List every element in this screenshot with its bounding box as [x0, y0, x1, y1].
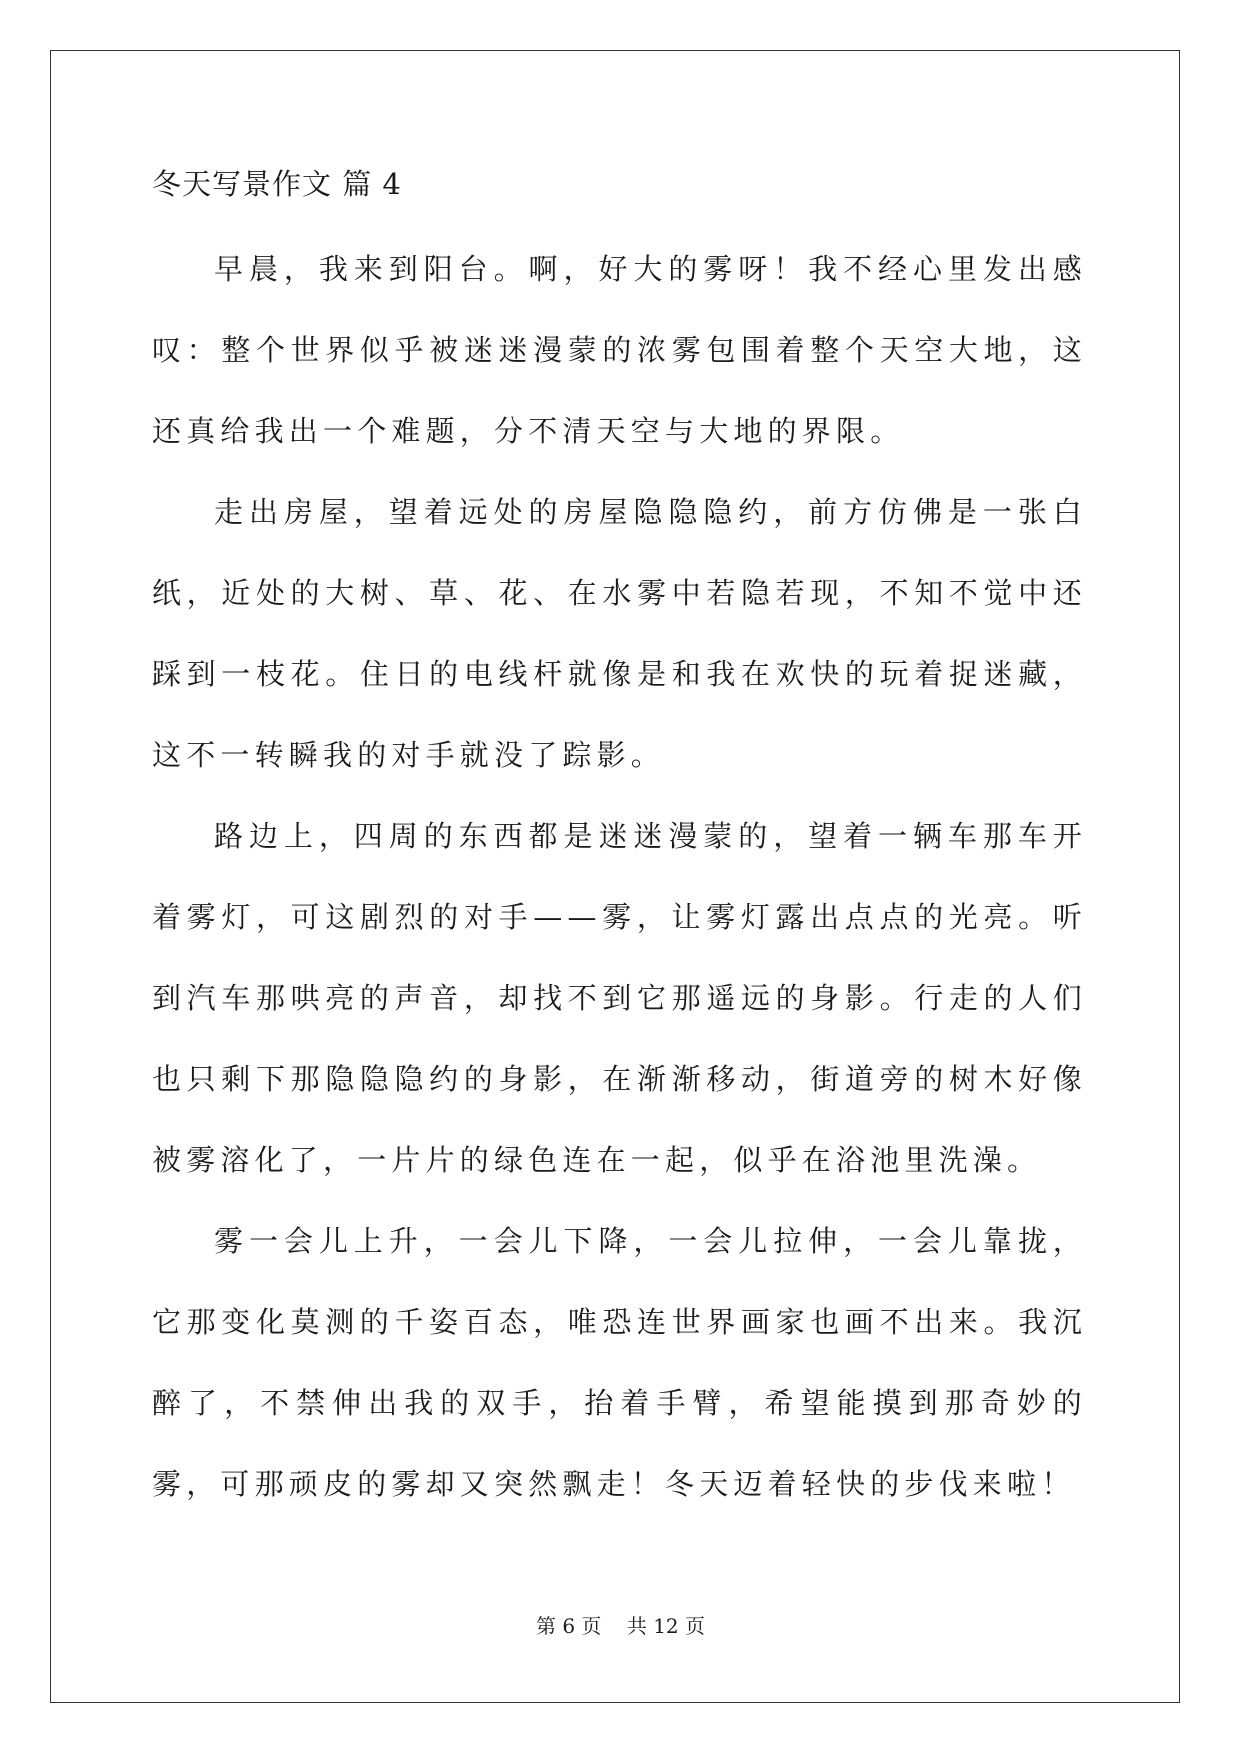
document-title: 冬天写景作文 篇 4	[152, 167, 402, 201]
document-body	[152, 165, 1087, 1525]
paragraph-2: 走出房屋，望着远处的房屋隐隐隐约，前方仿佛是一张白纸，近处的大树、草、花、在水雾中若隐若现，不知不觉中还踩到一枝花。住日的电线杆就像是和我在欢快的玩着捉迷藏，这不一转瞬我的对手就没了踪影。	[152, 495, 1087, 772]
paragraph-4: 雾一会儿上升，一会儿下降，一会儿拉伸，一会儿靠拢，它那变化莫测的千姿百态，唯恐连世界画家也画不出来。我沉醉了，不禁伸出我的双手，抬着手臂，希望能摸到那奇妙的雾，可那顽皮的雾却又突然飘走！冬天迈着轻快的步伐来啦！	[152, 1224, 1087, 1501]
page-number: 第 6 页 共 12 页	[535, 1614, 706, 1638]
paragraph-3: 路边上，四周的东西都是迷迷漫蒙的，望着一辆车那车开着雾灯，可这剧烈的对手——雾，让雾灯露出点点的光亮。听到汽车那哄亮的声音，却找不到它那遥远的身影。行走的人们也只剩下那隐隐隐约的身影，在渐渐移动，街道旁的树木好像被雾溶化了，一片片的绿色连在一起，似乎在浴池里洗澡。	[152, 819, 1087, 1177]
paragraph-1: 早晨，我来到阳台。啊，好大的雾呀！我不经心里发出感叹：整个世界似乎被迷迷漫蒙的浓雾包围着整个天空大地，这还真给我出一个难题，分不清天空与大地的界限。	[152, 252, 1087, 448]
